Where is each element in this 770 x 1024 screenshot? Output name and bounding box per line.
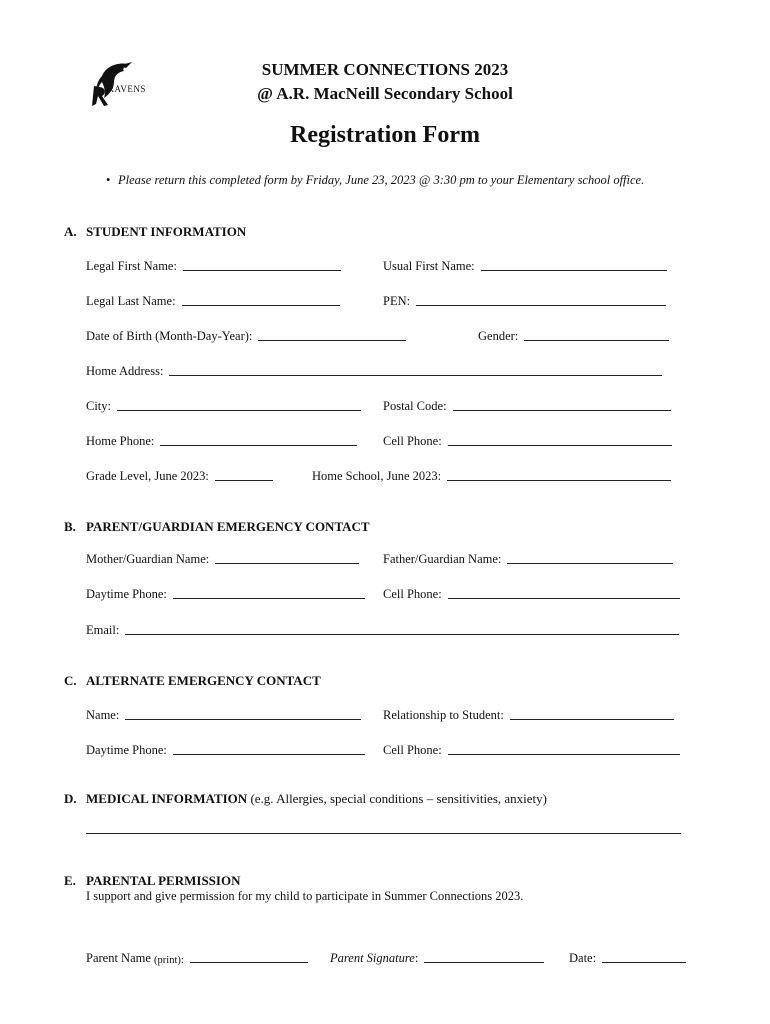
section-c-heading (64, 673, 321, 689)
section-a-title: STUDENT INFORMATION (86, 224, 247, 239)
father-guardian-label: Father/Guardian Name: (383, 552, 502, 566)
parent-signature-colon: : (414, 951, 419, 965)
section-e-heading (64, 873, 240, 889)
date-line[interactable] (602, 962, 686, 963)
usual-first-name-field[interactable] (383, 259, 667, 274)
header-line-2: @ A.R. MacNeill Secondary School (257, 84, 513, 103)
permission-statement: I support and give permission for my child to participate in Summer Connections 2023. (86, 889, 524, 903)
usual-first-name-line[interactable] (481, 270, 667, 271)
section-d-letter: D. (64, 791, 77, 806)
parent-cell-phone-label: Cell Phone: (383, 587, 442, 601)
gender-line[interactable] (524, 340, 669, 341)
parent-signature-field[interactable] (330, 951, 544, 966)
alternate-cell-phone-line[interactable] (448, 754, 680, 755)
home-school-label: Home School, June 2023: (312, 469, 442, 483)
legal-first-name-label: Legal First Name: (86, 259, 177, 273)
alternate-name-field[interactable] (86, 708, 361, 723)
home-phone-label: Home Phone: (86, 434, 155, 448)
medical-info-line[interactable] (86, 833, 681, 834)
parent-cell-phone-field[interactable] (383, 587, 680, 602)
bullet-icon: • (106, 173, 111, 187)
postal-code-field[interactable] (383, 399, 671, 414)
alternate-name-line[interactable] (125, 719, 361, 720)
parent-name-print-hint: (print): (154, 955, 184, 966)
section-b-title: PARENT/GUARDIAN EMERGENCY CONTACT (86, 519, 370, 534)
parent-name-label: Parent Name (86, 951, 151, 965)
legal-last-name-line[interactable] (182, 305, 340, 306)
section-d-hint: (e.g. Allergies, special conditions – sensitivities, anxiety) (250, 791, 547, 806)
mother-guardian-field[interactable] (86, 552, 359, 567)
parent-cell-phone-line[interactable] (448, 598, 680, 599)
return-note (106, 173, 644, 188)
postal-code-line[interactable] (453, 410, 671, 411)
postal-code-label: Postal Code: (383, 399, 447, 413)
section-b-letter: B. (64, 519, 76, 534)
section-a-heading (64, 224, 246, 240)
alternate-daytime-phone-field[interactable] (86, 743, 365, 758)
section-d-heading (64, 791, 547, 807)
pen-label: PEN: (383, 294, 411, 308)
home-phone-field[interactable] (86, 434, 357, 449)
alternate-daytime-phone-label: Daytime Phone: (86, 743, 167, 757)
alternate-cell-phone-field[interactable] (383, 743, 680, 758)
cell-phone-line[interactable] (448, 445, 672, 446)
parent-name-line[interactable] (190, 962, 308, 963)
home-address-label: Home Address: (86, 364, 164, 378)
pen-field[interactable] (383, 294, 666, 309)
city-label: City: (86, 399, 112, 413)
alternate-name-label: Name: (86, 708, 120, 722)
father-guardian-field[interactable] (383, 552, 673, 567)
mother-guardian-line[interactable] (215, 563, 359, 564)
relationship-label: Relationship to Student: (383, 708, 504, 722)
grade-level-line[interactable] (215, 480, 273, 481)
home-address-field[interactable] (86, 364, 662, 379)
logo-text: RAVENS (108, 84, 146, 94)
grade-level-field[interactable] (86, 469, 273, 484)
home-phone-line[interactable] (160, 445, 357, 446)
gender-field[interactable] (478, 329, 669, 344)
mother-guardian-label: Mother/Guardian Name: (86, 552, 210, 566)
email-line[interactable] (125, 634, 679, 635)
header-line-1: SUMMER CONNECTIONS 2023 (261, 60, 509, 79)
section-b-heading (64, 519, 370, 535)
parent-signature-line[interactable] (424, 962, 544, 963)
relationship-field[interactable] (383, 708, 674, 723)
dob-label: Date of Birth (Month-Day-Year): (86, 329, 253, 343)
usual-first-name-label: Usual First Name: (383, 259, 475, 273)
parent-name-field[interactable] (86, 951, 308, 966)
parent-daytime-phone-label: Daytime Phone: (86, 587, 167, 601)
pen-line[interactable] (416, 305, 666, 306)
date-label: Date: (569, 951, 597, 965)
return-note-text: Please return this completed form by Friday, June 23, 2023 @ 3:30 pm to your Elementary school office. (118, 173, 645, 187)
form-title: Registration Form (290, 122, 480, 148)
city-field[interactable] (86, 399, 361, 414)
father-guardian-line[interactable] (507, 563, 673, 564)
home-address-line[interactable] (169, 375, 662, 376)
section-c-title: ALTERNATE EMERGENCY CONTACT (86, 673, 321, 688)
city-line[interactable] (117, 410, 361, 411)
home-school-field[interactable] (312, 469, 671, 484)
date-field[interactable] (569, 951, 686, 966)
alternate-daytime-phone-line[interactable] (173, 754, 365, 755)
legal-first-name-field[interactable] (86, 259, 341, 274)
section-a-letter: A. (64, 224, 77, 239)
legal-last-name-field[interactable] (86, 294, 340, 309)
email-label: Email: (86, 623, 120, 637)
parent-daytime-phone-field[interactable] (86, 587, 365, 602)
gender-label: Gender: (478, 329, 519, 343)
section-e-letter: E. (64, 873, 76, 888)
dob-field[interactable] (86, 329, 406, 344)
parent-daytime-phone-line[interactable] (173, 598, 365, 599)
cell-phone-field[interactable] (383, 434, 672, 449)
home-school-line[interactable] (447, 480, 671, 481)
section-c-letter: C. (64, 673, 77, 688)
section-e-title: PARENTAL PERMISSION (86, 873, 241, 888)
alternate-cell-phone-label: Cell Phone: (383, 743, 442, 757)
dob-line[interactable] (258, 340, 406, 341)
grade-level-label: Grade Level, June 2023: (86, 469, 209, 483)
cell-phone-label: Cell Phone: (383, 434, 442, 448)
parent-signature-label: Parent Signature (330, 951, 415, 965)
email-field[interactable] (86, 623, 679, 638)
section-d-title: MEDICAL INFORMATION (86, 791, 248, 806)
legal-last-name-label: Legal Last Name: (86, 294, 176, 308)
legal-first-name-line[interactable] (183, 270, 341, 271)
relationship-line[interactable] (510, 719, 674, 720)
